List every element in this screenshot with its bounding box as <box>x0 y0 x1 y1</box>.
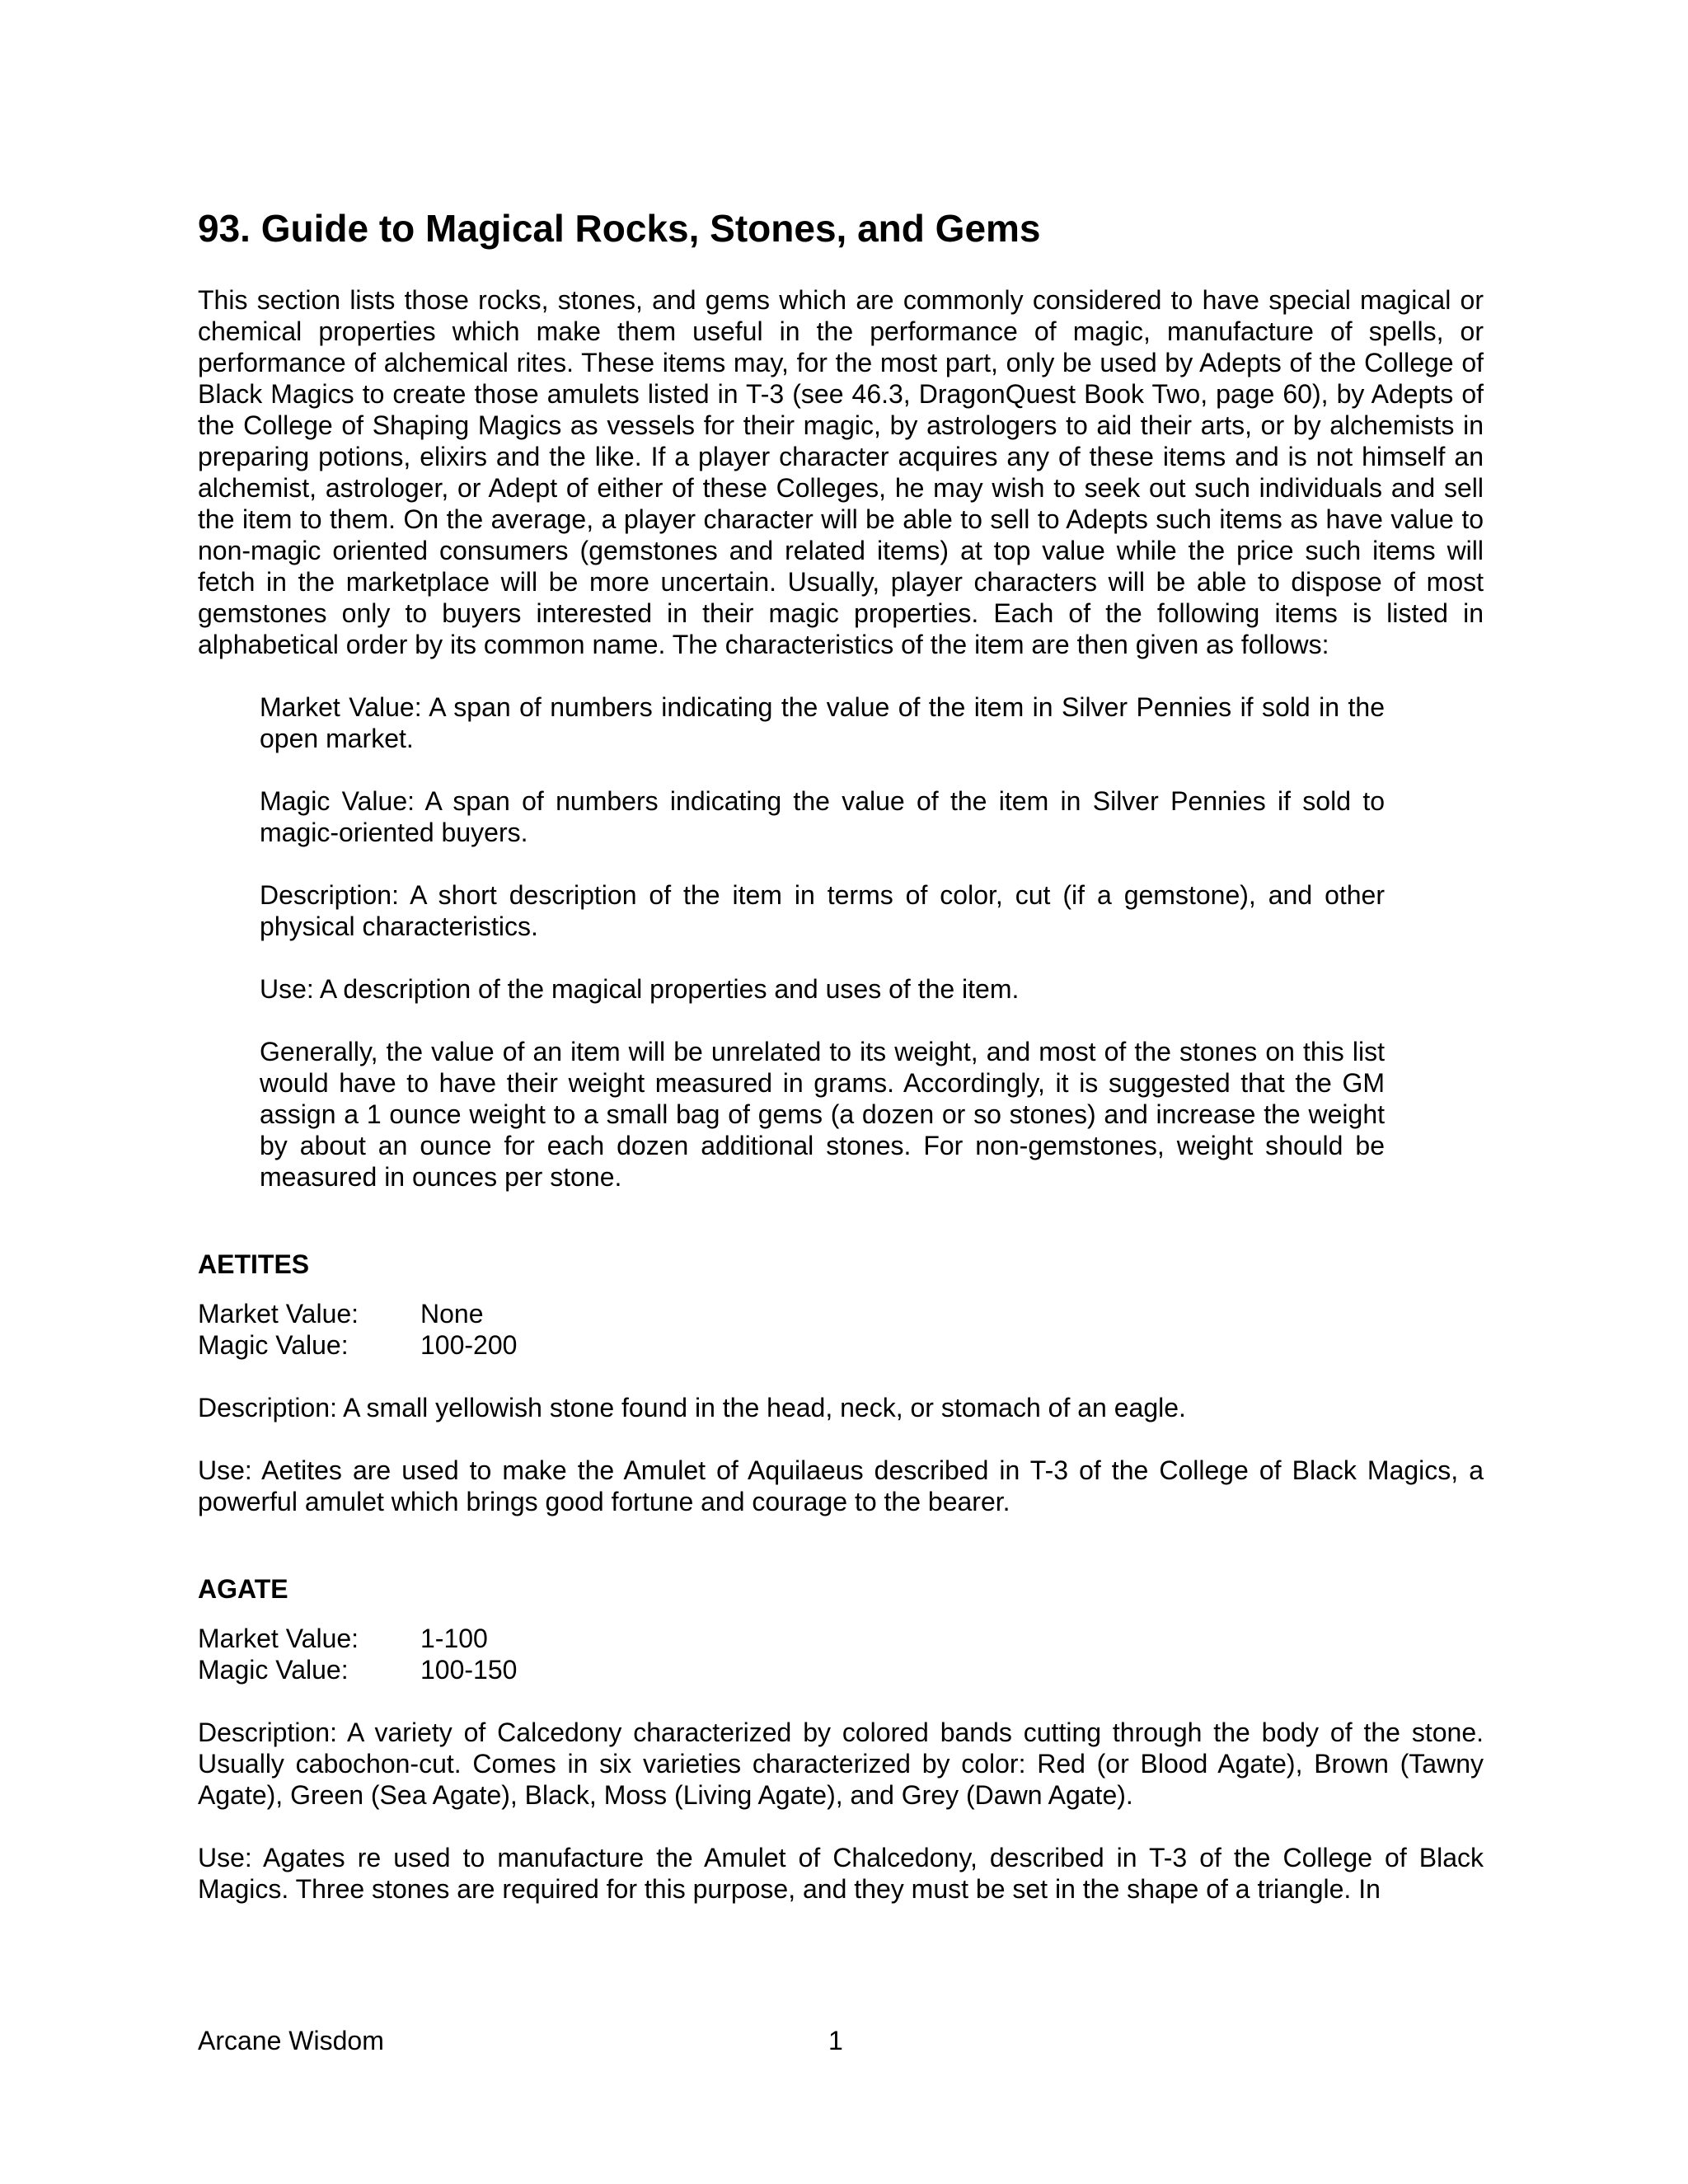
magic-value: 100-200 <box>420 1330 518 1361</box>
magic-value-row <box>198 1329 1484 1361</box>
market-value-label: Market Value: <box>198 1624 359 1654</box>
page-title: 93. Guide to Magical Rocks, Stones, and Gems <box>198 207 1041 250</box>
entry-aetites <box>198 1249 1484 1517</box>
magic-value-row <box>198 1654 1484 1685</box>
market-value: 1-100 <box>420 1624 488 1654</box>
magic-value-label: Magic Value: <box>198 1330 349 1361</box>
entry-values <box>198 1298 1484 1361</box>
magic-value-label: Magic Value: <box>198 1655 349 1685</box>
market-value-row <box>198 1298 1484 1329</box>
page-content <box>198 206 1484 1905</box>
entry-heading: AETITES <box>198 1249 310 1280</box>
definitions-block <box>260 691 1385 1193</box>
entry-agate <box>198 1573 1484 1905</box>
definition-weight-note: Generally, the value of an item will be unrelated to its weight, and most of the stones on this list would have to have their weight measured in grams. Accordingly, it is suggested that the GM assign a 1 ounce weight to a small bag of gems (a dozen or so stones) and increase the weight by about an ounce for each dozen additional stones. For non-gemstones, weight should be measured in ounces per stone. <box>260 1037 1385 1193</box>
entry-description: Description: A variety of Calcedony characterized by colored bands cutting through the body of the stone. Usually cabochon-cut. Comes in six varieties characterized by color: Red (or Blood Agate), Brown (Tawny Agate), Green (Sea Agate), Black, Moss (Living Agate), and Grey (Dawn Agate). <box>198 1718 1484 1811</box>
intro-paragraph: This section lists those rocks, stones, and gems which are commonly considered to have special magical or chemical properties which make them useful in the performance of magic, manufacture of spells, or performance of alchemical rites. These items may, for the most part, only be used by Adepts of the College of Black Magics to create those amulets listed in T-3 (see 46.3, DragonQuest Book Two, page 60), by Adepts of the College of Shaping Magics as vessels for their magic, by astrologers to aid their arts, or by alchemists in preparing potions, elixirs and the like. If a player character acquires any of these items and is not himself an alchemist, astrologer, or Adept of either of these Colleges, he may wish to seek out such individuals and sell the item to them. On the average, a player character will be able to sell to Adepts such items as have value to non-magic oriented consumers (gemstones and related items) at top value while the price such items will fetch in the marketplace will be more uncertain. Usually, player characters will be able to dispose of most gemstones only to buyers interested in their magic properties. Each of the following items is listed in alphabetical order by its common name. The characteristics of the item are then given as follows: <box>198 285 1484 660</box>
entry-values <box>198 1623 1484 1685</box>
definition-market-value: Market Value: A span of numbers indicating the value of the item in Silver Pennies if sold in the open market. <box>260 692 1385 754</box>
definition-magic-value: Magic Value: A span of numbers indicating the value of the item in Silver Pennies if sold to magic-oriented buyers. <box>260 786 1385 848</box>
page-number: 1 <box>828 2026 843 2055</box>
definition-use: Use: A description of the magical properties and uses of the item. <box>260 974 1020 1005</box>
entry-use: Use: Agates re used to manufacture the Amulet of Chalcedony, described in T-3 of the College of Black Magics. Three stones are required for this purpose, and they must be set in the shape of a triangle. In <box>198 1843 1484 1905</box>
magic-value: 100-150 <box>420 1655 518 1685</box>
definition-description: Description: A short description of the item in terms of color, cut (if a gemstone), and other physical characteristics. <box>260 880 1385 942</box>
entry-use: Use: Aetites are used to make the Amulet of Aquilaeus described in T-3 of the College of Black Magics, a powerful amulet which brings good fortune and courage to the bearer. <box>198 1455 1484 1517</box>
entry-description: Description: A small yellowish stone found in the head, neck, or stomach of an eagle. <box>198 1393 1186 1423</box>
market-value-label: Market Value: <box>198 1299 359 1329</box>
market-value: None <box>420 1299 484 1329</box>
footer-document-title: Arcane Wisdom <box>198 2026 384 2055</box>
market-value-row <box>198 1623 1484 1654</box>
entry-heading: AGATE <box>198 1574 288 1605</box>
page-footer <box>198 2025 1484 2058</box>
